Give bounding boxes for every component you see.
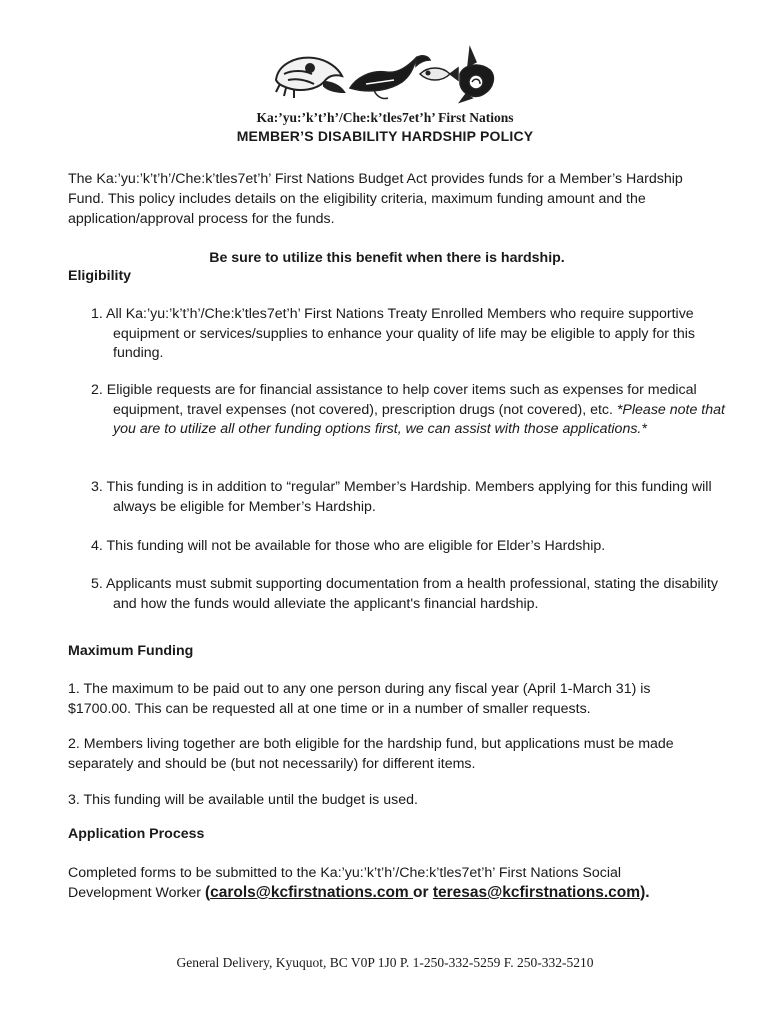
fish-emblem-icon (420, 68, 458, 80)
eagle-emblem-icon (276, 58, 344, 98)
email-link-teresas[interactable]: teresas@kcfirstnations.com (432, 884, 641, 901)
maximum-funding-heading: Maximum Funding (68, 643, 194, 659)
benefit-reminder: Be sure to utilize this benefit when there is hardship. (209, 250, 565, 266)
maximum-funding-item-1: 1. The maximum to be paid out to any one person during any fiscal year (April 1-March 31) is $1700.00. This can be requested all at one time or in a number of smaller requests. (68, 681, 651, 717)
whale-emblem-icon (350, 56, 430, 99)
page-title: MEMBER’S DISABILITY HARDSHIP POLICY (236, 128, 534, 144)
first-nations-logo (270, 44, 500, 108)
eligibility-item-3: 3. This funding is in addition to “regular” Member’s Hardship. Members applying for this funding will always be eligible for Member’s Hardship. (91, 479, 712, 515)
eligibility-item-1: 1. All Ka:’yu:’k’t’h’/Che:k’tles7et’h’ First Nations Treaty Enrolled Members who require supportive equipment or services/supplies to enhance your quality of life may be eligible to apply for this funding. (91, 306, 696, 361)
open-paren: ( (204, 884, 211, 901)
maximum-funding-item-3: 3. This funding will be available until the budget is used. (68, 792, 418, 808)
application-instructions: Completed forms to be submitted to the Ka:’yu:’k’t’h’/Che:k’tles7et’h’ First Nations Social Development Worker (68, 865, 622, 901)
contact-emails (205, 884, 650, 901)
close-paren: ). (640, 884, 650, 901)
application-process-text (68, 863, 708, 903)
eligibility-item-2 (91, 381, 733, 440)
application-process-heading: Application Process (68, 826, 205, 842)
eligibility-heading: Eligibility (68, 268, 132, 284)
email-separator: or (413, 884, 433, 901)
eligibility-item-2-text: 2. Eligible requests are for financial assistance to help cover items such as expenses for medical equipment, travel expenses (not covered), prescription drugs (not covered), etc. (91, 382, 697, 418)
footer-contact: General Delivery, Kyuquot, BC V0P 1J0 P. 1-250-332-5259 F. 250-332-5210 (176, 955, 594, 970)
intro-paragraph: The Ka:’yu:’k’t’h’/Che:k’tles7et’h’ First Nations Budget Act provides funds for a Member’s Hardship Fund. This policy includes details on the eligibility criteria, maximum funding amount and the application/approval process for the funds. (68, 171, 683, 227)
orca-emblem-icon (460, 48, 493, 102)
eligibility-item-2-note: *Please note that you are to utilize all other funding options first, we can assist with those applications.* (113, 401, 725, 437)
eligibility-item-4: 4. This funding will not be available for those who are eligible for Elder’s Hardship. (91, 538, 606, 554)
organization-name: Ka:’yu:’k’t’h’/Che:k’tles7et’h’ First Nations (256, 110, 514, 125)
email-link-carols[interactable]: carols@kcfirstnations.com (210, 884, 414, 901)
eligibility-item-5: 5. Applicants must submit supporting documentation from a health professional, stating the disability and how the funds would alleviate the applicant's financial hardship. (91, 576, 718, 612)
maximum-funding-item-2: 2. Members living together are both eligible for the hardship fund, but applications must be made separately and should be (but not necessarily) for different items. (68, 736, 674, 772)
